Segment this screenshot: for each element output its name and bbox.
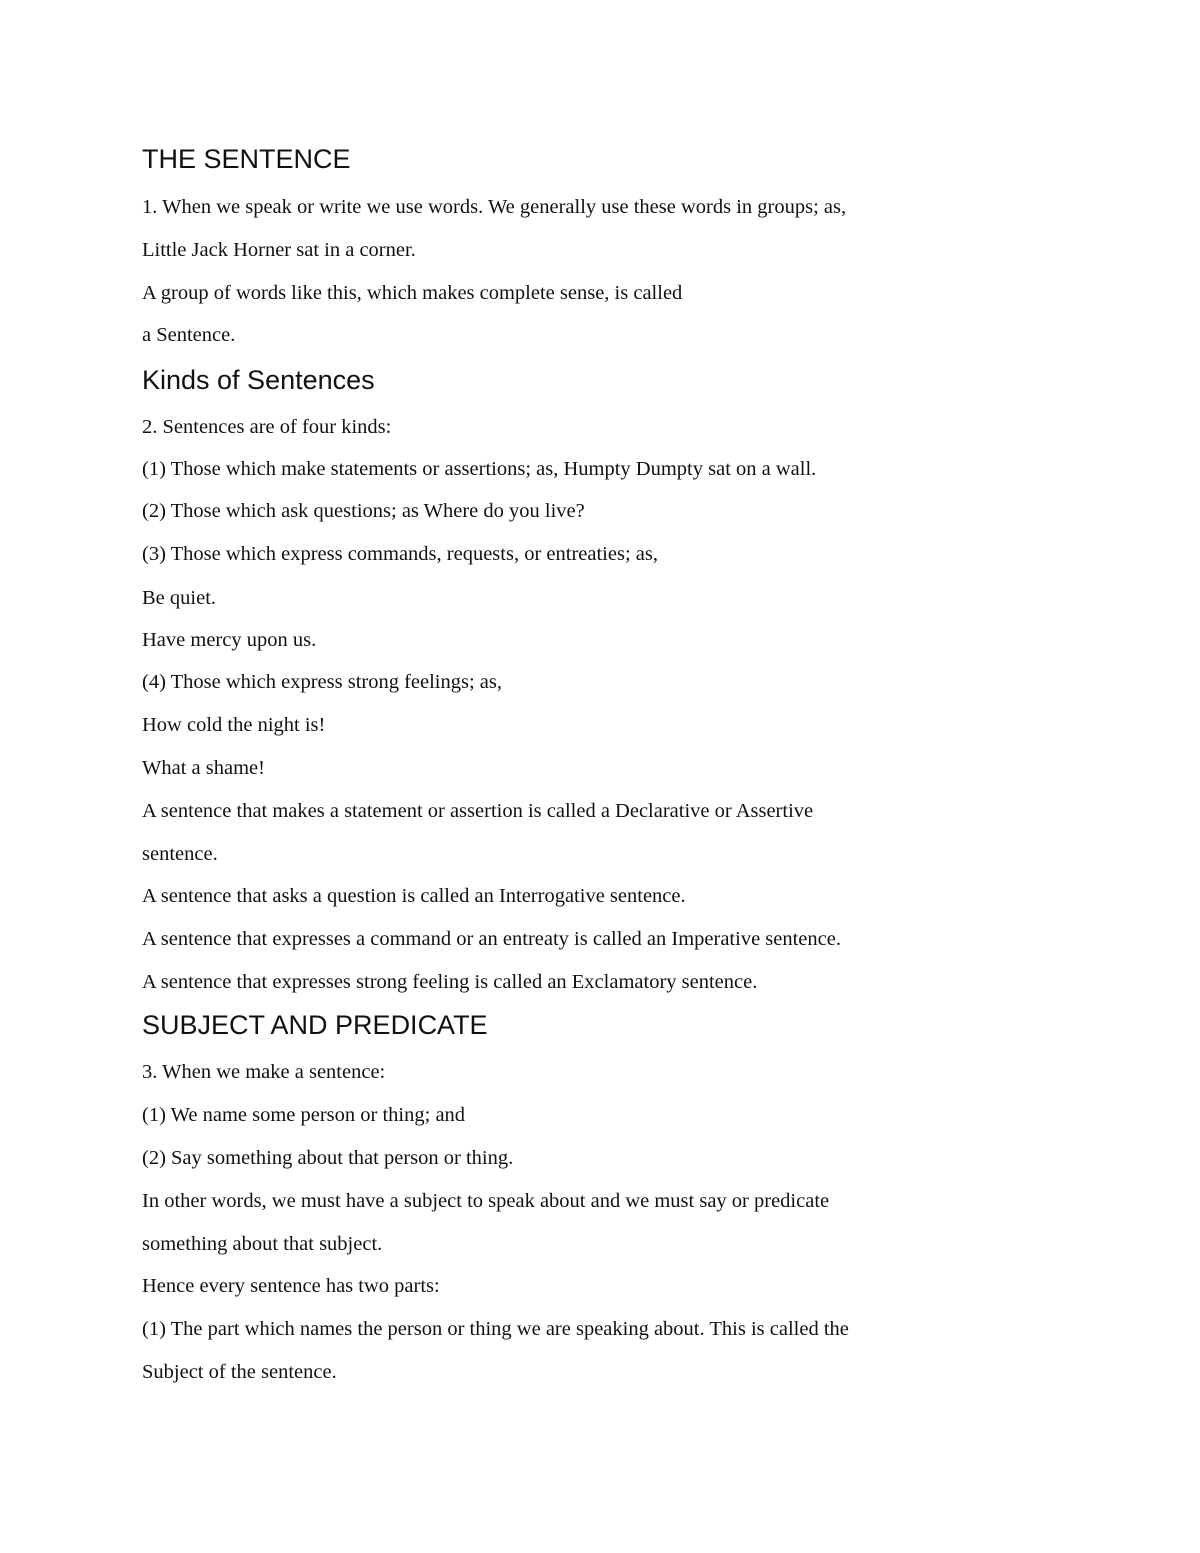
definition-line: A sentence that makes a statement or assertion is called a Declarative or Assertive xyxy=(142,800,814,822)
list-item: (1) The part which names the person or thing we are speaking about. This is called the xyxy=(142,1318,849,1340)
paragraph-line: In other words, we must have a subject to speak about and we must say or predicate xyxy=(142,1190,830,1212)
paragraph-line: Subject of the sentence. xyxy=(142,1361,337,1383)
list-item: (2) Say something about that person or thing. xyxy=(142,1147,514,1169)
definition-line: a Sentence. xyxy=(142,324,236,346)
paragraph-3: 3. When we make a sentence: xyxy=(142,1061,386,1083)
example-line: Be quiet. xyxy=(142,587,217,609)
page-title: THE SENTENCE xyxy=(142,144,351,174)
paragraph-2: 2. Sentences are of four kinds: xyxy=(142,416,392,438)
paragraph-line: Hence every sentence has two parts: xyxy=(142,1275,440,1297)
section-heading-kinds: Kinds of Sentences xyxy=(142,365,375,395)
definition-line: A sentence that asks a question is called an Interrogative sentence. xyxy=(142,885,686,907)
list-item: (2) Those which ask questions; as Where do you live? xyxy=(142,500,585,522)
example-line: Little Jack Horner sat in a corner. xyxy=(142,239,416,261)
definition-line: A sentence that expresses strong feeling is called an Exclamatory sentence. xyxy=(142,971,758,993)
section-heading-subject: SUBJECT AND PREDICATE xyxy=(142,1010,488,1040)
definition-line: A sentence that expresses a command or an entreaty is called an Imperative sentence. xyxy=(142,928,841,950)
list-item: (4) Those which express strong feelings; as, xyxy=(142,671,503,693)
example-line: Have mercy upon us. xyxy=(142,629,317,651)
example-line: What a shame! xyxy=(142,757,265,779)
list-item: (1) We name some person or thing; and xyxy=(142,1104,466,1126)
example-line: How cold the night is! xyxy=(142,714,326,736)
paragraph-1: 1. When we speak or write we use words. We generally use these words in groups; as, xyxy=(142,196,847,218)
list-item: (1) Those which make statements or assertions; as, Humpty Dumpty sat on a wall. xyxy=(142,458,817,480)
definition-line: A group of words like this, which makes complete sense, is called xyxy=(142,282,683,304)
list-item: (3) Those which express commands, requests, or entreaties; as, xyxy=(142,543,658,565)
definition-line: sentence. xyxy=(142,843,218,865)
paragraph-line: something about that subject. xyxy=(142,1233,383,1255)
